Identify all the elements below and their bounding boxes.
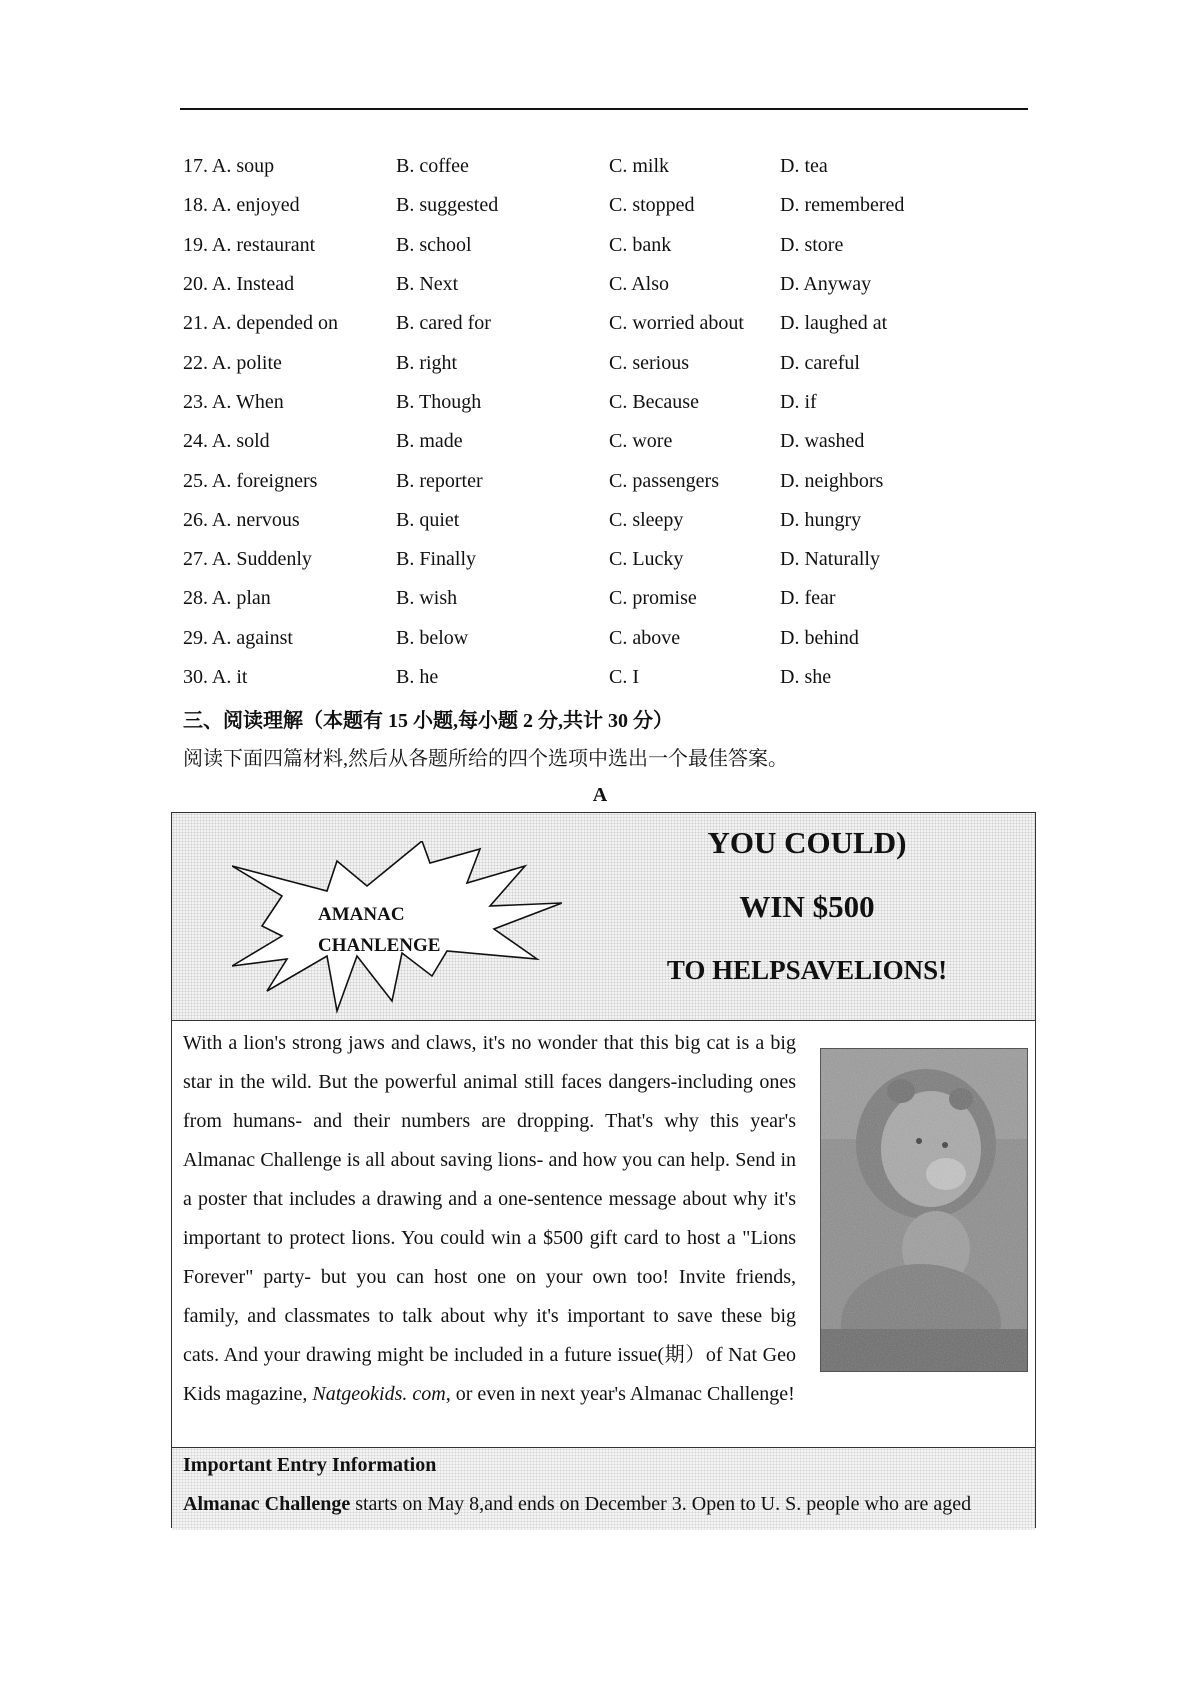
passage-a-box [171,812,1036,1528]
option-c: C. Also [609,273,670,296]
option-d: D. if [780,390,817,413]
option-a: 29. A. against [183,626,293,649]
option-a: 25. A. foreigners [183,469,318,492]
option-a: 18. A. enjoyed [183,194,300,217]
option-b: B. suggested [396,194,499,217]
passage-letter: A [592,784,608,806]
option-b: B. school [396,233,472,256]
choice-row [183,343,1043,382]
lion-photo-frame [810,1048,1026,1374]
option-b: B. quiet [396,508,460,531]
choice-row [183,501,1043,540]
option-c: C. Lucky [609,548,684,571]
starburst-line-2: CHANLENGE [318,935,441,956]
option-b: B. below [396,626,469,649]
photo-grain [821,1049,1027,1371]
option-a: 21. A. depended on [183,312,338,335]
option-d: D. neighbors [780,469,884,492]
starburst-text [318,899,440,961]
option-c: C. passengers [609,469,719,492]
option-b: B. cared for [396,312,491,335]
headline-line-2: WIN $500 [739,889,875,924]
option-d: D. hungry [780,508,862,531]
option-d: D. remembered [780,194,905,217]
option-d: D. behind [780,626,859,649]
choice-row [183,422,1043,461]
option-d: D. store [780,233,844,256]
choice-row [183,461,1043,500]
option-a: 23. A. When [183,390,284,413]
option-c: C. stopped [609,194,695,217]
option-c: C. serious [609,351,689,374]
option-a: 19. A. restaurant [183,233,316,256]
option-b: B. Finally [396,548,477,571]
entry-info-section [172,1447,1035,1530]
option-d: D. Naturally [780,548,880,571]
choice-row [183,226,1043,265]
option-b: B. reporter [396,469,483,492]
choice-row [183,383,1043,422]
lion-photo [820,1048,1028,1372]
section-instruction: 阅读下面四篇材料,然后从各题所给的四个选项中选出一个最佳答案。 [183,748,788,770]
option-d: D. washed [780,430,865,453]
option-d: D. tea [780,155,828,178]
ad-body-text-part-1: With a lion's strong jaws and claws, it's no wonder that this big cat is a big star in the wild. But the powerful animal still faces dangers-including ones from humans- and their numbers are dropping. That's why this year's Almanac Challenge is all about saving lions- and how you can help. Send in a poster that includes a drawing and a one-sentence message about why it's important to protect lions. You could win a $500 gift card to host a "Lions Forever" party- but you can host one on your own too! Invite friends, family, and classmates to talk about why it's important to save these big cats. And your drawing might be included in a future issue(期）of Nat Geo Kids magazine, [183,1032,796,1405]
option-a: 30. A. it [183,666,248,688]
option-b: B. right [396,351,458,374]
option-c: C. bank [609,233,672,256]
headline-line-3: TO HELPSAVELIONS! [666,955,948,985]
option-a: 28. A. plan [183,587,271,610]
section-heading: 三、阅读理解（本题有 15 小题,每小题 2 分,共计 30 分） [183,710,673,732]
option-a: 24. A. sold [183,430,270,453]
ad-body [172,1020,1035,1447]
option-b: B. made [396,430,463,453]
option-b: B. wish [396,587,458,610]
option-b: B. he [396,666,439,688]
choice-row [183,619,1043,658]
choice-row [183,186,1043,225]
option-c: C. Because [609,390,699,413]
ad-body-website: Natgeokids. com [312,1383,446,1405]
ad-body-text [183,1024,1026,1414]
option-b: B. Next [396,273,459,296]
choice-row [183,304,1043,343]
option-c: C. sleepy [609,508,684,531]
choice-row [183,540,1043,579]
option-a: 26. A. nervous [183,508,300,531]
option-a: 20. A. Instead [183,273,295,296]
entry-info-line [183,1493,971,1516]
entry-info-heading: Important Entry Information [183,1454,437,1476]
choice-row [183,265,1043,304]
option-b: B. coffee [396,155,469,178]
option-a: 27. A. Suddenly [183,548,312,571]
starburst-line-1: AMANAC [318,904,405,925]
option-d: D. laughed at [780,312,888,335]
choice-row [183,147,1043,186]
option-b: B. Though [396,390,482,413]
ad-body-text-part-2: , or even in next year's Almanac Challenge! [445,1383,795,1405]
ad-banner [172,813,1035,1021]
entry-info-bold: Almanac Challenge [183,1493,351,1515]
option-c: C. I [609,666,639,688]
choice-row [183,579,1043,618]
option-d: D. careful [780,351,860,374]
option-a: 17. A. soup [183,155,275,178]
option-d: D. Anyway [780,273,872,296]
entry-info-text: starts on May 8,and ends on December 3. Open to U. S. people who are aged [350,1493,972,1515]
option-c: C. promise [609,587,697,610]
option-c: C. wore [609,430,673,453]
top-rule [180,108,1028,110]
option-d: D. fear [780,587,836,610]
choice-row [183,658,1043,697]
choice-list [183,147,1043,697]
option-d: D. she [780,666,832,688]
option-c: C. milk [609,155,670,178]
option-a: 22. A. polite [183,351,282,374]
option-c: C. above [609,626,681,649]
headline-line-1: YOU COULD) [707,825,907,860]
option-c: C. worried about [609,312,744,335]
